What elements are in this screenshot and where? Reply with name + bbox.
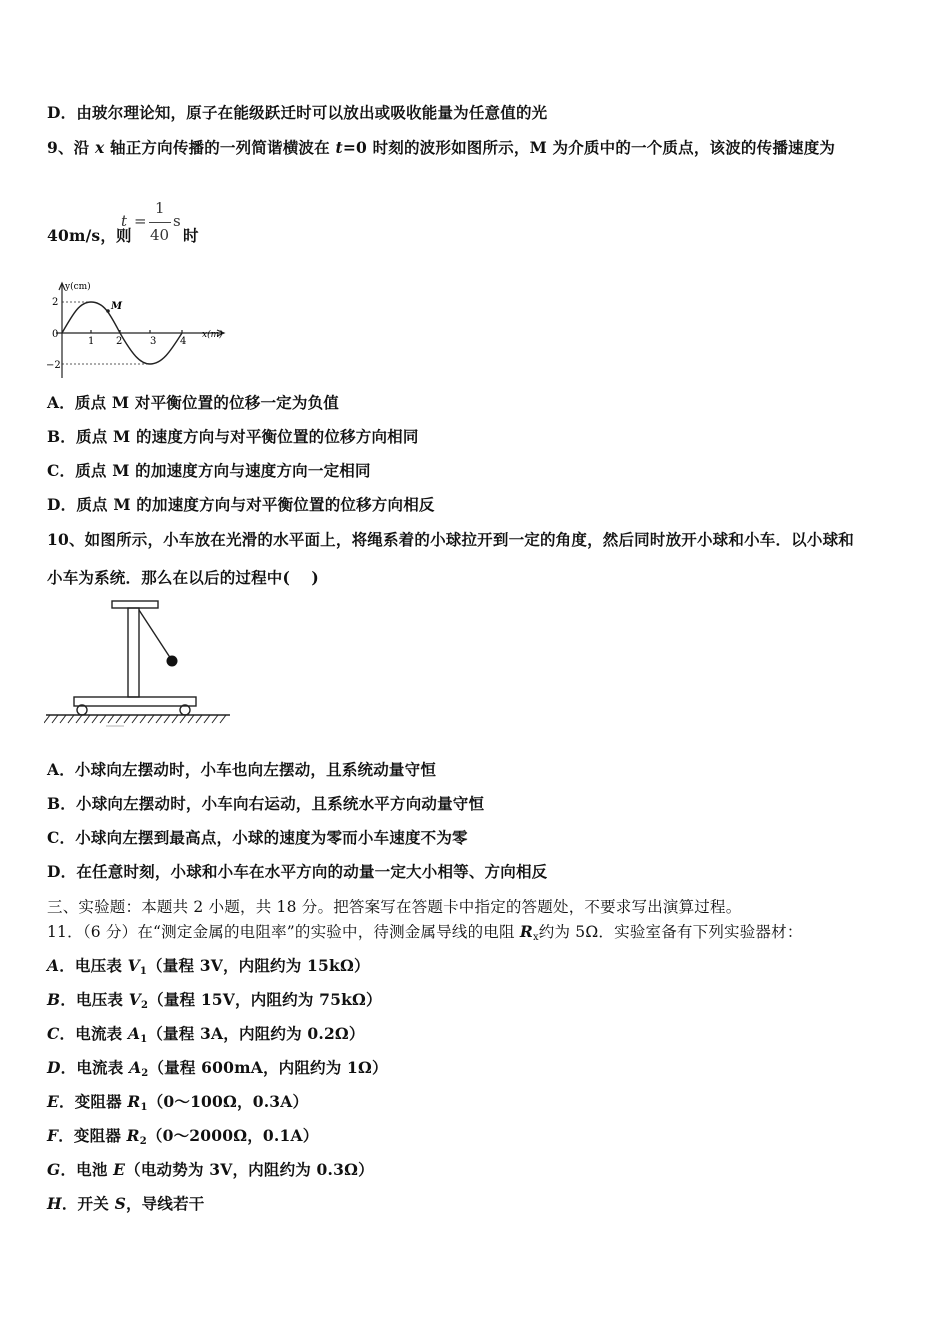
section3-heading: 三、实验题：本题共 2 小题，共 18 分。把答案写在答题卡中指定的答题处，不要求写出演算过程。 [47, 898, 742, 916]
x-tick-label-3: 3 [150, 336, 157, 347]
pendulum-string [139, 610, 171, 659]
wave-graph [44, 278, 234, 380]
y-tick-2: 2 [52, 297, 59, 308]
q11-item-a: A．电压表 $V_1$（量程 3V，内阻约为 15kΩ） [47, 956, 370, 977]
fraction-bar [149, 222, 171, 223]
fraction-denominator: 40 [150, 226, 170, 244]
point-m-label: M [111, 301, 123, 312]
x-tick-label-4: 4 [180, 336, 187, 347]
q9-option-b: B．质点 M 的速度方向与对平衡位置的位移方向相同 [47, 427, 419, 446]
q9-stem: 9、沿 x 轴正方向传播的一列简谐横波在 t=0 时刻的波形如图所示，M 为介质中的一个质点，该波的传播速度为 [47, 138, 836, 157]
y-tick-0: 0 [52, 329, 59, 340]
pendulum-top-bar [112, 601, 158, 608]
q11-item-h: H．开关 S，导线若干 [47, 1194, 205, 1213]
point-m-marker [106, 309, 110, 313]
q11-item-f: F．变阻器 $R_2(0\sim 2000\Omega$，0.1A） [47, 1126, 319, 1147]
q10-stem-line2: 小车为系统．那么在以后的过程中( ) [47, 568, 319, 587]
q11-stem: 11．（6 分）在“测定金属的电阻率”的实验中，待测金属导线的电阻 $R_x$约为 5Ω．实验室备有下列实验器材： [47, 922, 803, 943]
q11-item-e: E．变阻器 $R_1(0\sim 100\Omega$，0.3A） [47, 1092, 309, 1113]
y-tick-neg2: −2 [46, 360, 61, 371]
fraction-numerator: 1 [155, 199, 165, 217]
pendulum-post [128, 608, 139, 697]
q11-item-b: B．电压表 $V_2$（量程 15V，内阻约为 75kΩ） [47, 990, 382, 1011]
q9-option-d: D．质点 M 的加速度方向与对平衡位置的位移方向相反 [47, 495, 435, 514]
x-axis-label: x(m) [202, 330, 223, 340]
q11-item-d: D．电流表 $A_2$（量程 600mA，内阻约为 1Ω） [47, 1058, 388, 1079]
q11-item-g: G．电池 E（电动势为 3V，内阻约为 0.3Ω） [47, 1160, 374, 1179]
q9-stem-line2-end: 时 [183, 226, 199, 245]
q9-stem-line2: 40m/s，则 [47, 226, 132, 245]
q10-stem-line1: 10、如图所示，小车放在光滑的水平面上，将绳系着的小球拉开到一定的角度，然后同时放开小球和小车．以小球和 [47, 530, 854, 549]
q10-option-d: D．在任意时刻，小球和小车在水平方向的动量一定大小相等、方向相反 [47, 862, 548, 881]
ground-hatching [44, 715, 226, 723]
q9-option-a: A．质点 M 对平衡位置的位移一定为负值 [47, 393, 339, 412]
q10-option-c: C．小球向左摆到最高点，小球的速度为零而小车速度不为零 [47, 828, 468, 847]
q9-option-c: C．质点 M 的加速度方向与速度方向一定相同 [47, 461, 371, 480]
q10-option-b: B．小球向左摆动时，小车向右运动，且系统水平方向动量守恒 [47, 794, 485, 813]
cart-pendulum-diagram [44, 596, 236, 730]
y-axis-label: y(cm) [65, 282, 91, 292]
q8-option-d: D．由玻尔理论知，原子在能级跃迁时可以放出或吸收能量为任意值的光 [47, 103, 548, 122]
cart-body [74, 697, 196, 706]
x-tick-label-1: 1 [88, 336, 95, 347]
pendulum-ball [167, 656, 178, 667]
x-tick-label-2: 2 [116, 336, 123, 347]
q11-item-c: C．电流表 $A_1$（量程 3A，内阻约为 0.2Ω） [47, 1024, 365, 1045]
q10-option-a: A．小球向左摆动时，小车也向左摆动，且系统动量守恒 [47, 760, 437, 779]
